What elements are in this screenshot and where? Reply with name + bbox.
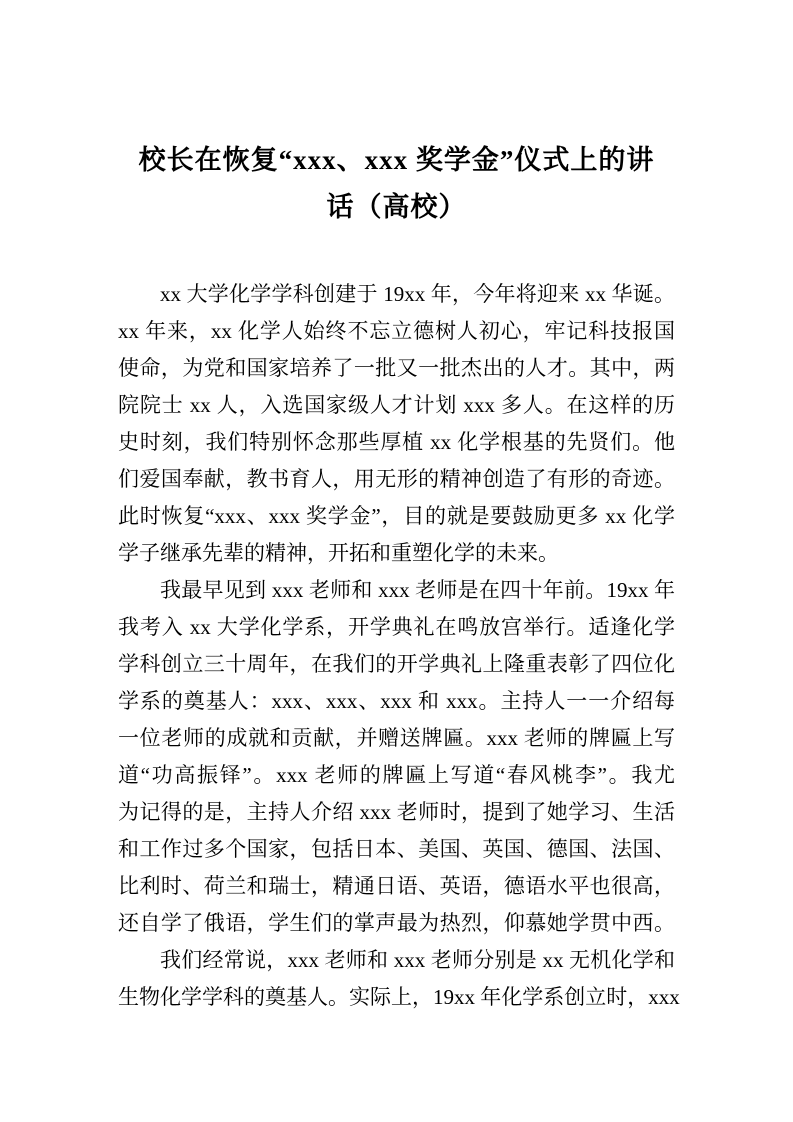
document-title [118,137,675,231]
text-line: 学科创立三十周年，在我们的开学典礼上隆重表彰了四位化 [118,652,675,676]
paragraph-1 [118,276,675,572]
text-line: 们爱国奉献，教书育人，用无形的精神创造了有形的奇迹。 [118,467,675,491]
text-line: xx 大学化学学科创建于 19xx 年，今年将迎来 xx 华诞。 [160,282,675,306]
text-line: 史时刻，我们特别怀念那些厚植 xx 化学根基的先贤们。他 [118,430,675,454]
text-line: xx 年来，xx 化学人始终不忘立德树人初心，牢记科技报国 [118,319,675,343]
text-line: 生物化学学科的奠基人。实际上，19xx 年化学系创立时，xxx [118,985,680,1009]
text-line: 道“功高振铎”。xxx 老师的牌匾上写道“春风桃李”。我尤 [118,763,675,787]
text-line: 我们经常说，xxx 老师和 xxx 老师分别是 xx 无机化学和 [160,948,675,972]
text-line: 学系的奠基人：xxx、xxx、xxx 和 xxx。主持人一一介绍每 [118,689,675,713]
text-line: 我考入 xx 大学化学系，开学典礼在鸣放宫举行。适逢化学 [118,615,675,639]
text-line: 为记得的是，主持人介绍 xxx 老师时，提到了她学习、生活 [118,800,675,824]
text-line: 院院士 xx 人，入选国家级人才计划 xxx 多人。在这样的历 [118,393,675,417]
title-line-2: 话（高校） [326,192,467,222]
text-line: 和工作过多个国家，包括日本、美国、英国、德国、法国、 [118,837,675,861]
text-line: 我最早见到 xxx 老师和 xxx 老师是在四十年前。19xx 年 [160,578,675,602]
text-line: 学子继承先辈的精神，开拓和重塑化学的未来。 [118,541,559,565]
document-body [118,276,680,1016]
text-line: 还自学了俄语，学生们的掌声最为热烈，仰慕她学贯中西。 [118,911,675,935]
text-line: 比利时、荷兰和瑞士，精通日语、英语，德语水平也很高， [118,874,675,898]
paragraph-2 [118,572,675,942]
title-line-1: 校长在恢复“xxx、xxx 奖学金”仪式上的讲 [138,145,655,175]
text-line: 一位老师的成就和贡献，并赠送牌匾。xxx 老师的牌匾上写 [118,726,675,750]
paragraph-3 [118,942,680,1016]
text-line: 使命，为党和国家培养了一批又一批杰出的人才。其中，两 [118,356,675,380]
text-line: 此时恢复“xxx、xxx 奖学金”，目的就是要鼓励更多 xx 化学 [118,504,675,528]
